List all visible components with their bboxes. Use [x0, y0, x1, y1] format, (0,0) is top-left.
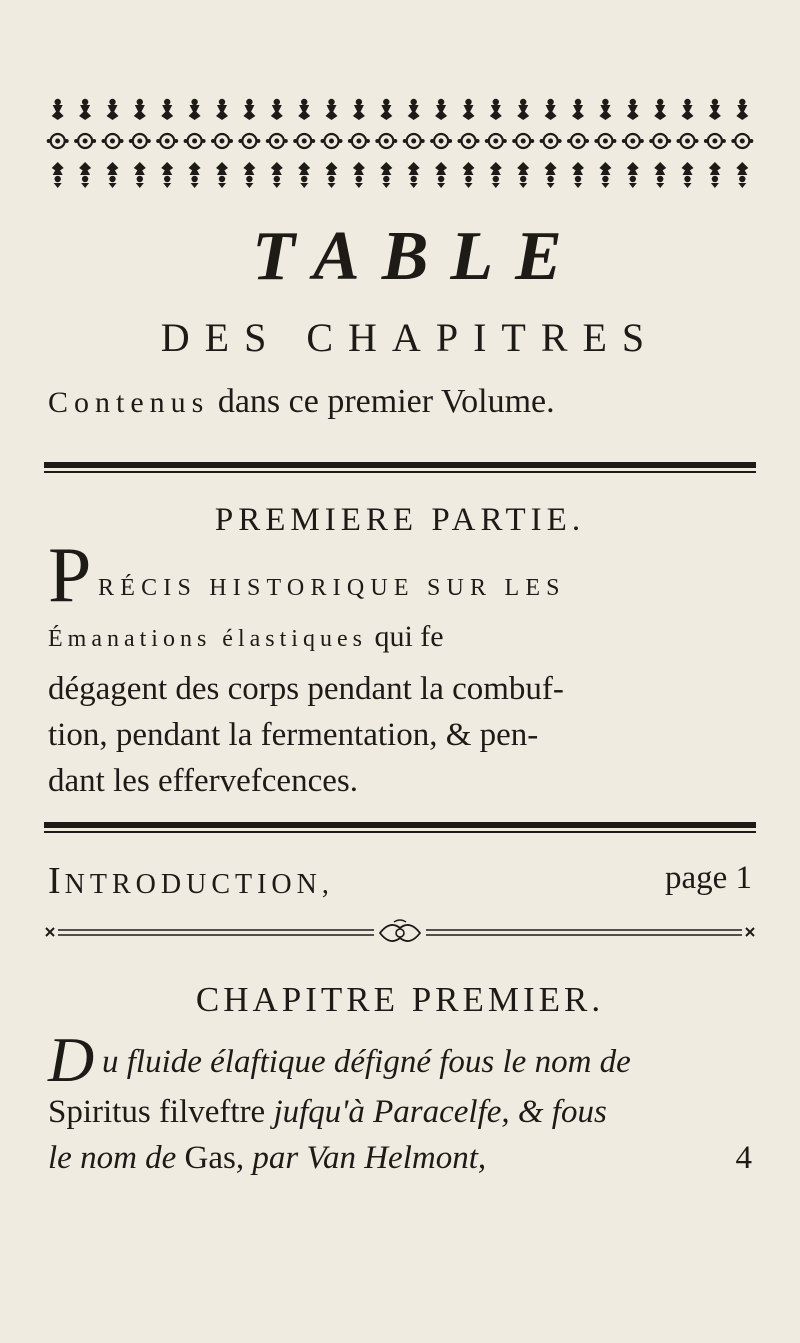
part-heading: PREMIERE PARTIE. [214, 502, 586, 538]
introduction-entry[interactable] [48, 862, 752, 902]
fleuron-glyph [622, 134, 644, 148]
fleuron-glyph [353, 99, 365, 120]
drop-cap-p: P [48, 531, 92, 618]
fleuron-glyph [627, 99, 639, 120]
fleuron-glyph [490, 99, 502, 120]
fleuron-glyph [435, 99, 447, 120]
summary-line-1: RÉCIS HISTORIQUE SUR LES [98, 575, 566, 601]
summary-body-line: dégagent des corps pendant la combuf- [48, 671, 564, 707]
ornamental-divider [44, 918, 756, 948]
fleuron-glyph [134, 162, 146, 188]
divider-svg [44, 918, 756, 948]
fleuron-glyph [731, 134, 753, 148]
chapter-line-2-italic: jufqu'à Paracelfe, & fous [273, 1094, 607, 1130]
fleuron-glyph [599, 99, 611, 120]
fleuron-glyph [184, 134, 206, 148]
fleuron-glyph [156, 134, 178, 148]
fleuron-glyph [189, 99, 201, 120]
fleuron-glyph [485, 134, 507, 148]
fleuron-glyph [458, 134, 480, 148]
fleuron-glyph [572, 99, 584, 120]
fleuron-glyph [161, 99, 173, 120]
fleuron-glyph [216, 99, 228, 120]
chapter-line-3-plain: Gas [184, 1140, 236, 1176]
chapter-line-3 [48, 1142, 752, 1175]
middle-double-rule [44, 822, 756, 828]
fleuron-glyph [321, 134, 343, 148]
fleuron-glyph [709, 99, 721, 120]
fleuron-glyph [545, 162, 557, 188]
fleuron-glyph [161, 162, 173, 188]
fleuron-glyph [243, 99, 255, 120]
fleuron-glyph [545, 99, 557, 120]
fleuron-glyph [52, 162, 64, 188]
fleuron-glyph [736, 162, 748, 188]
fleuron-glyph [353, 162, 365, 188]
divider-right-star [746, 928, 754, 936]
fleuron-glyph [79, 162, 91, 188]
fleuron-glyph [271, 99, 283, 120]
fleuron-glyph [243, 162, 255, 188]
fleuron-glyph [293, 134, 315, 148]
fleuron-glyph [326, 99, 338, 120]
summary-body [48, 666, 760, 804]
fleuron-glyph [380, 162, 392, 188]
fleuron-glyph [682, 99, 694, 120]
fleuron-glyph [380, 99, 392, 120]
fleuron-glyph [677, 134, 699, 148]
fleuron-glyph [403, 134, 425, 148]
fleuron-glyph [107, 162, 119, 188]
introduction-initial: I [48, 860, 65, 902]
fleuron-glyph [102, 134, 124, 148]
fleuron-glyph [709, 162, 721, 188]
fleuron-glyph [298, 162, 310, 188]
fleuron-glyph [540, 134, 562, 148]
fleuron-glyph [74, 134, 96, 148]
page-subtitle: DES CHAPITRES [160, 315, 660, 360]
fleuron-glyph [211, 134, 233, 148]
contents-rest: dans ce premier Volume. [209, 383, 555, 420]
fleuron-glyph [599, 162, 611, 188]
fleuron-glyph [408, 99, 420, 120]
summary-body-line: dant les effervefcences. [48, 763, 358, 799]
page-title: TABLE [252, 218, 584, 295]
fleuron-glyph [238, 134, 260, 148]
summary-line-2-rest: qui fe [366, 620, 444, 653]
fleuron-glyph [271, 162, 283, 188]
fleuron-glyph [408, 162, 420, 188]
fleuron-glyph [512, 134, 534, 148]
fleuron-glyph [375, 134, 397, 148]
introduction-label [48, 862, 334, 900]
fleuron-glyph [348, 134, 370, 148]
fleuron-glyph [463, 99, 475, 120]
fleuron-glyph [79, 99, 91, 120]
introduction-page-ref: page 1 [664, 860, 752, 896]
contents-line [48, 385, 555, 419]
fleuron-glyph [594, 134, 616, 148]
fleuron-glyph [654, 162, 666, 188]
fleuron-glyph [189, 162, 201, 188]
fleuron-glyph [435, 162, 447, 188]
chapter-line-3-italic-b: , par Van Helmont, [235, 1140, 487, 1176]
fleuron-glyph [129, 134, 151, 148]
fleuron-glyph [134, 99, 146, 120]
fleuron-glyph [216, 162, 228, 188]
fleuron-glyph [463, 162, 475, 188]
fleuron-glyph [567, 134, 589, 148]
fleuron-glyph [326, 162, 338, 188]
fleuron-glyph [517, 99, 529, 120]
fleuron-glyph [654, 99, 666, 120]
fleuron-glyph [736, 99, 748, 120]
chapter-line-2-plain: Spiritus filveftre [48, 1094, 274, 1130]
fleuron-glyph [107, 99, 119, 120]
fleuron-glyph [627, 162, 639, 188]
fleuron-glyph [47, 134, 69, 148]
fleuron-glyph [682, 162, 694, 188]
introduction-rest: NTRODUCTION, [64, 869, 334, 900]
fleuron-ornament-svg [44, 92, 756, 190]
fleuron-glyph [649, 134, 671, 148]
fleuron-glyph [704, 134, 726, 148]
top-double-rule [44, 462, 756, 468]
fleuron-glyph [572, 162, 584, 188]
divider-left-star [46, 928, 54, 936]
divider-center-fleuron [380, 920, 420, 941]
drop-cap-d: D [48, 1024, 95, 1095]
fleuron-ornament-band [44, 92, 756, 190]
chapter-page-number: 4 [735, 1140, 752, 1176]
fleuron-glyph [430, 134, 452, 148]
summary-line-2 [48, 622, 444, 652]
chapter-line-3-italic-a: le nom de [48, 1140, 185, 1176]
fleuron-glyph [490, 162, 502, 188]
summary-body-line: tion, pendant la fermentation, & pen- [48, 717, 539, 753]
fleuron-glyph [266, 134, 288, 148]
fleuron-glyph [298, 99, 310, 120]
chapter-line-1: u fluide élaftique défigné fous le nom de [102, 1044, 631, 1080]
fleuron-glyph [517, 162, 529, 188]
chapter-line-2 [48, 1096, 607, 1129]
chapter-heading: CHAPITRE PREMIER. [195, 980, 605, 1019]
contents-small-caps: Contenus [48, 386, 210, 419]
fleuron-glyph [52, 99, 64, 120]
summary-line-2-small-caps: Émanations élastiques [48, 626, 367, 652]
